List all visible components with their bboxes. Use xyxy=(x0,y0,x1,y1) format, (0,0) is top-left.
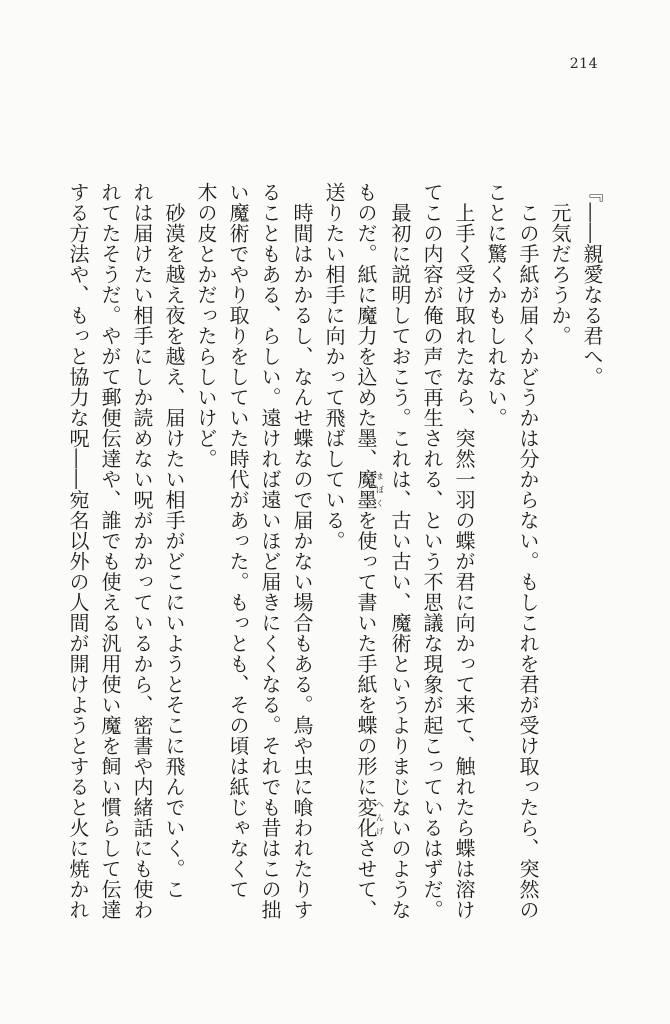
text-line: ことに驚くかもしれない。 xyxy=(484,182,508,428)
body-text xyxy=(62,182,608,920)
page-number: 214 xyxy=(569,56,598,72)
text-line: れてたそうだ。やがて郵便伝達や、誰でも使える汎用使い魔を飼い慣らして伝達 xyxy=(98,182,122,920)
text-line: てこの内容が俺の声で再生される、という不思議な現象が起こっているはずだ。 xyxy=(420,182,444,920)
furigana-reading: まぼく xyxy=(375,469,385,510)
text-line-with-ruby: ものだ。紙に魔力を込めた墨、魔墨まぼくを使って書いた手紙を蝶の形に変化へんげさせて、 xyxy=(354,182,385,920)
text-line: 砂漠を越え夜を越え、届けたい相手がどこにいようとそこに飛んでいく。こ xyxy=(162,182,186,900)
text-line: ることもある、らしい。遠ければ遠いほど届きにくくなる。それでも昔はこの拙 xyxy=(258,182,282,920)
text-line: 元気だろうか。 xyxy=(548,182,572,346)
text-line: 木の皮とかだったらしいけど。 xyxy=(194,182,218,469)
text-line: この手紙が届くかどうかは分からない。もしこれを君が受け取ったら、突然の xyxy=(516,182,540,920)
text-line: 上手く受け取れたなら、突然一羽の蝶が君に向かって来て、触れたら蝶は溶け xyxy=(452,182,476,920)
text-line: 最初に説明しておこう。これは、古い古い、魔術というよりまじないのような xyxy=(388,182,412,920)
text-line: 送りたい相手に向かって飛ばしている。 xyxy=(322,182,346,551)
text-line: する方法や、もっと協力な呪――宛名以外の人間が開けようとすると火に焼かれ xyxy=(66,182,90,920)
text-line: い魔術でやり取りをしていた時代があった。もっとも、その頃は紙じゃなくて xyxy=(226,182,250,900)
furigana: 魔墨まぼく xyxy=(354,469,385,510)
text-line: 時間はかかるし、なんせ蝶なので届かない場合もある。鳥や虫に喰われたりす xyxy=(290,182,314,920)
text-line: れは届けたい相手にしか読めない呪がかかっているから、密書や内緒話にも使わ xyxy=(130,182,154,920)
furigana-reading: へんげ xyxy=(375,797,385,838)
text-line: 『――親愛なる君へ。 xyxy=(580,182,604,387)
furigana: 変化へんげ xyxy=(354,797,385,838)
